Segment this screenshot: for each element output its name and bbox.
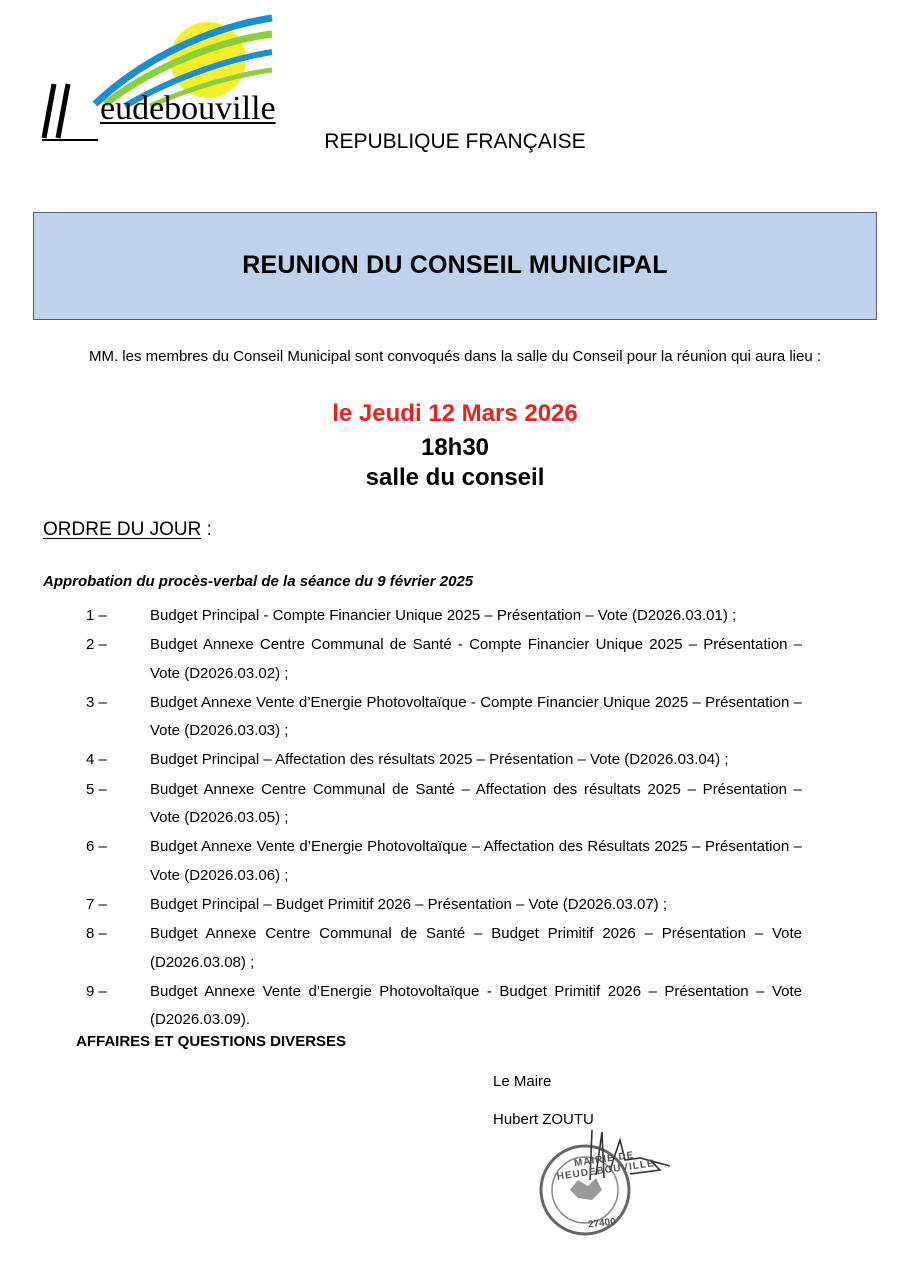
- agenda-item-text: Budget Annexe Centre Communal de Santé – Affectation des résultats 2025 – Présentation – Vote (D2026.03.05) ;: [150, 780, 802, 827]
- republique-heading: REPUBLIQUE FRANÇAISE: [324, 130, 586, 153]
- agenda-item-number: 3 –: [86, 693, 107, 711]
- agenda-heading-label: ORDRE DU JOUR: [43, 519, 202, 540]
- signature-role: Le Maire: [493, 1073, 552, 1090]
- agenda-item-text: Budget Principal - Compte Financier Unique 2025 – Présentation – Vote (D2026.03.01) ;: [150, 607, 737, 624]
- agenda-item-text: Budget Annexe Vente d’Energie Photovoltaïque - Budget Primitif 2026 – Présentation – Vote (D2026.03.09).: [150, 982, 802, 1029]
- logo-wordmark: eudebouville: [100, 90, 276, 127]
- meeting-date: le Jeudi 12 Mars 2026: [332, 400, 578, 427]
- agenda-heading-colon: :: [201, 519, 212, 540]
- page-title: REUNION DU CONSEIL MUNICIPAL: [242, 251, 668, 279]
- agenda-item: [86, 602, 802, 631]
- agenda-item-number: 6 –: [86, 838, 107, 856]
- agenda-item: [86, 746, 802, 775]
- agenda-item-number: 8 –: [86, 925, 107, 943]
- meeting-time: 18h30: [420, 434, 490, 461]
- agenda-item: [86, 891, 802, 920]
- agenda-item-number: 7 –: [86, 895, 107, 913]
- agenda-heading: [43, 519, 212, 541]
- agenda-list: [86, 602, 802, 1035]
- agenda-item-number: 4 –: [86, 751, 107, 769]
- stamp-code: 27400: [587, 1216, 617, 1231]
- mairie-stamp: [530, 1120, 680, 1245]
- agenda-item: [86, 978, 802, 1035]
- agenda-item-number: 2 –: [86, 636, 107, 654]
- agenda-item-text: Budget Principal – Budget Primitif 2026 – Présentation – Vote (D2026.03.07) ;: [150, 895, 667, 913]
- stamp-text: MAIRIE DE HEUDEBOUVILLE: [556, 1149, 656, 1183]
- meeting-place: salle du conseil: [365, 464, 545, 491]
- affaires-diverses: AFFAIRES ET QUESTIONS DIVERSES: [76, 1033, 347, 1050]
- agenda-item: [86, 776, 802, 833]
- logo: [40, 12, 280, 132]
- agenda-item: [86, 689, 802, 746]
- title-box: [33, 212, 877, 320]
- agenda-item-number: 5 –: [86, 780, 107, 798]
- agenda-item: [86, 920, 802, 977]
- signature-name: Hubert ZOUTU: [493, 1111, 594, 1128]
- agenda-item-text: Budget Annexe Vente d’Energie Photovoltaïque – Affectation des Résultats 2025 – Présentation – Vote (D2026.03.06) ;: [150, 838, 802, 884]
- intro-text: MM. les membres du Conseil Municipal sont convoqués dans la salle du Conseil pour la réunion qui aura lieu :: [88, 348, 822, 365]
- agenda-item-text: Budget Annexe Centre Communal de Santé - Compte Financier Unique 2025 – Présentation – Vote (D2026.03.02) ;: [150, 636, 802, 682]
- stamp-emblem: [570, 1178, 602, 1200]
- agenda-item-text: Budget Annexe Centre Communal de Santé – Budget Primitif 2026 – Présentation – Vote (D2026.03.08) ;: [150, 925, 802, 971]
- agenda-item-number: 1 –: [86, 607, 107, 624]
- agenda-item-number: 9 –: [86, 982, 107, 1000]
- agenda-item-text: Budget Principal – Affectation des résultats 2025 – Présentation – Vote (D2026.03.04) ;: [150, 751, 729, 769]
- agenda-item: [86, 833, 802, 890]
- agenda-item-text: Budget Annexe Vente d’Energie Photovoltaïque - Compte Financier Unique 2025 – Présentation – Vote (D2026.03.03) ;: [150, 693, 802, 740]
- approbation-line: Approbation du procès-verbal de la séance du 9 février 2025: [43, 573, 474, 590]
- agenda-item: [86, 631, 802, 688]
